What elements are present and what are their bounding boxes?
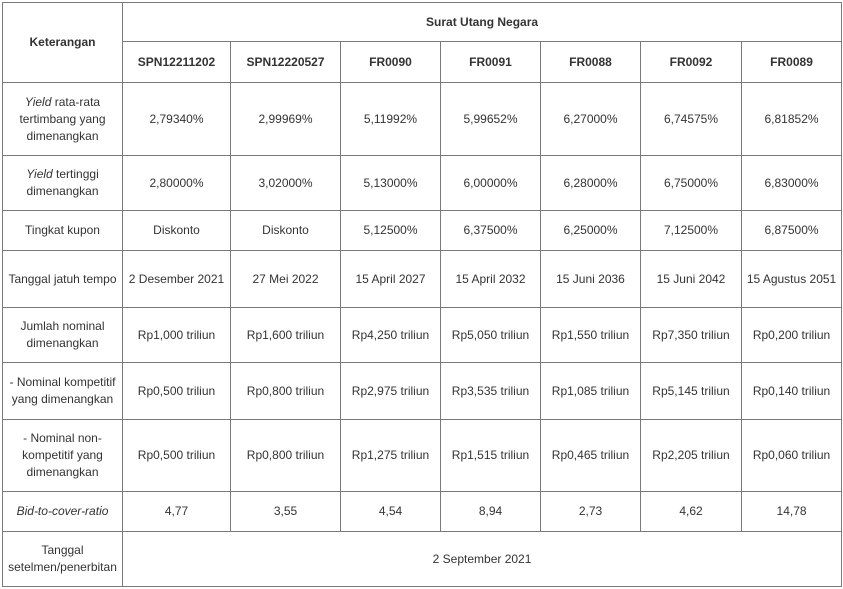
row-non-kompetitif [3,420,842,492]
row-bid-to-cover [3,492,842,532]
row-label [3,83,123,156]
table-cell: Rp0,500 triliun [123,363,231,420]
table-cell: 15 Agustus 2051 [742,251,842,308]
series-header: FR0088 [541,42,641,83]
table-cell: 15 April 2032 [441,251,541,308]
table-cell: Rp1,550 triliun [541,308,641,363]
table-cell: Rp3,535 triliun [441,363,541,420]
table-cell: Rp0,465 triliun [541,420,641,492]
row-label: Tanggal setelmen/penerbitan [3,532,123,587]
header-keterangan: Keterangan [3,3,123,83]
setelmen-date: 2 September 2021 [123,532,842,587]
series-header: FR0091 [441,42,541,83]
row-label: Jumlah nominal dimenangkan [3,308,123,363]
header-row-group [3,3,842,42]
table-cell: Rp0,800 triliun [231,420,341,492]
row-label: - Nominal kompetitif yang dimenangkan [3,363,123,420]
table-cell: Diskonto [123,211,231,251]
table-cell: 4,77 [123,492,231,532]
series-header: FR0092 [641,42,742,83]
table-cell: 5,99652% [441,83,541,156]
table-cell: 6,28000% [541,156,641,211]
row-setelmen [3,532,842,587]
table-cell: 15 Juni 2042 [641,251,742,308]
label-yield: Yield [26,167,53,181]
table-cell: 2 Desember 2021 [123,251,231,308]
label-yield: Yield [24,94,52,109]
table-cell: Rp0,800 triliun [231,363,341,420]
table-cell: Rp5,050 triliun [441,308,541,363]
table-cell: 2,80000% [123,156,231,211]
table-cell: 3,02000% [231,156,341,211]
table-cell: Rp0,140 triliun [742,363,842,420]
table-cell: 5,13000% [341,156,441,211]
table-cell: 6,00000% [441,156,541,211]
table-cell: Rp1,000 triliun [123,308,231,363]
header-surat-utang-negara: Surat Utang Negara [123,3,842,42]
table-cell: Rp7,350 triliun [641,308,742,363]
table-cell: 5,12500% [341,211,441,251]
series-header: FR0089 [742,42,842,83]
table-cell: 6,81852% [742,83,842,156]
table-cell: Rp1,085 triliun [541,363,641,420]
table-cell: 2,79340% [123,83,231,156]
row-kompetitif [3,363,842,420]
row-kupon [3,211,842,251]
table-cell: 6,83000% [742,156,842,211]
table-cell: 14,78 [742,492,842,532]
table-cell: Rp1,275 triliun [341,420,441,492]
table-cell: 15 Juni 2036 [541,251,641,308]
table-cell: Rp2,975 triliun [341,363,441,420]
row-label: - Nominal non-kompetitif yang dimenangkan [3,420,123,492]
row-label: Tingkat kupon [3,211,123,251]
table-cell: 2,73 [541,492,641,532]
table-cell: Rp2,205 triliun [641,420,742,492]
label-rest: rata-rata tertimbang yang dimenangkan [19,94,106,143]
series-header: SPN12220527 [231,42,341,83]
row-yield-avg [3,83,842,156]
table-cell: 6,25000% [541,211,641,251]
row-nominal [3,308,842,363]
table-cell: 8,94 [441,492,541,532]
header-row-series [3,42,842,83]
row-label: Tanggal jatuh tempo [3,251,123,308]
table-cell: Rp4,250 triliun [341,308,441,363]
table-cell: 6,87500% [742,211,842,251]
table-cell: Rp5,145 triliun [641,363,742,420]
row-label: Bid-to-cover-ratio [3,492,123,532]
table-cell: 4,62 [641,492,742,532]
label-rest: tertinggi dimenangkan [26,167,99,198]
row-label [3,156,123,211]
auction-results-table [2,2,842,587]
table-cell: 6,75000% [641,156,742,211]
table-cell: 7,12500% [641,211,742,251]
row-jatuh-tempo [3,251,842,308]
table-cell: Diskonto [231,211,341,251]
table-cell: 27 Mei 2022 [231,251,341,308]
table-cell: Rp1,600 triliun [231,308,341,363]
table-cell: 2,99969% [231,83,341,156]
series-header: FR0090 [341,42,441,83]
series-header: SPN12211202 [123,42,231,83]
table-cell: 15 April 2027 [341,251,441,308]
table-cell: 6,37500% [441,211,541,251]
table-cell: Rp1,515 triliun [441,420,541,492]
table-cell: 6,74575% [641,83,742,156]
table-cell: 3,55 [231,492,341,532]
table-cell: Rp0,060 triliun [742,420,842,492]
table-cell: Rp0,500 triliun [123,420,231,492]
table-cell: 5,11992% [341,83,441,156]
table-cell: Rp0,200 triliun [742,308,842,363]
table-cell: 6,27000% [541,83,641,156]
table-cell: 4,54 [341,492,441,532]
row-yield-max [3,156,842,211]
